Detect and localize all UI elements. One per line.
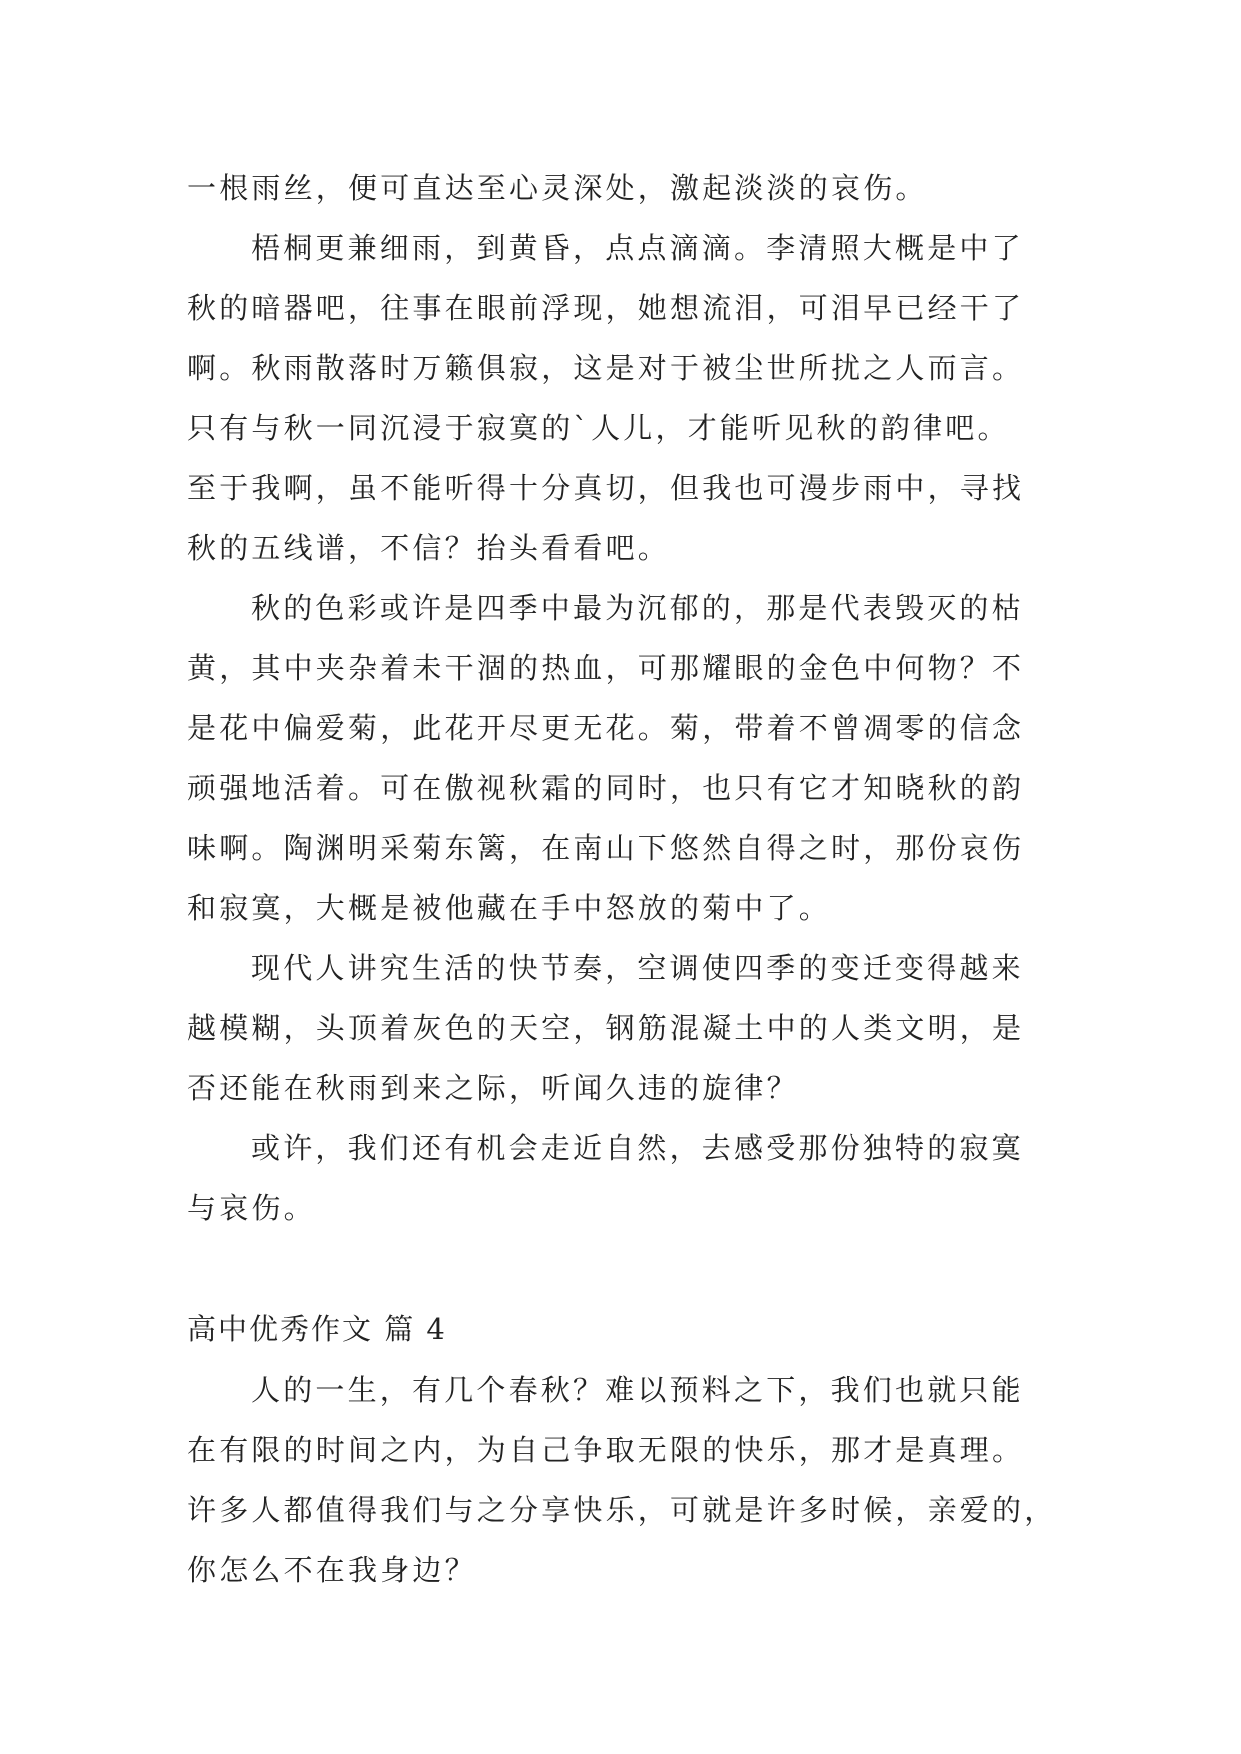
section-spacer [187, 1238, 1067, 1298]
text-line: 和寂寞，大概是被他藏在手中怒放的菊中了。 [187, 891, 832, 925]
text-line: 是花中偏爱菊，此花开尽更无花。菊，带着不曾凋零的信念 [187, 711, 1025, 745]
paragraph [187, 938, 1067, 1118]
text-line: 否还能在秋雨到来之际，听闻久违的旋律？ [187, 1071, 799, 1105]
text-line: 啊。秋雨散落时万籁俱寂，这是对于被尘世所扰之人而言。 [187, 351, 1025, 385]
text-line: 许多人都值得我们与之分享快乐，可就是许多时候，亲爱的， [187, 1493, 1057, 1527]
text-line: 你怎么不在我身边？ [187, 1553, 477, 1587]
text-line: 在有限的时间之内，为自己争取无限的快乐，那才是真理。 [187, 1433, 1025, 1467]
text-line: 秋的五线谱，不信？抬头看看吧。 [187, 531, 671, 565]
paragraph [187, 1118, 1067, 1238]
text-line: 黄，其中夹杂着未干涸的热血，可那耀眼的金色中何物？不 [187, 651, 1025, 685]
text-line: 至于我啊，虽不能听得十分真切，但我也可漫步雨中，寻找 [187, 471, 1025, 505]
text-line: 越模糊，头顶着灰色的天空，钢筋混凝土中的人类文明，是 [187, 1011, 1025, 1045]
text-line: 秋的色彩或许是四季中最为沉郁的，那是代表毁灭的枯 [251, 591, 1024, 625]
text-line: 与哀伤。 [187, 1191, 316, 1225]
text-line: 味啊。陶渊明采菊东篱，在南山下悠然自得之时，那份哀伤 [187, 831, 1025, 865]
text-line: 一根雨丝，便可直达至心灵深处，激起淡淡的哀伤。 [187, 171, 928, 205]
document-page [187, 158, 1067, 1600]
paragraph [187, 578, 1067, 938]
text-line: 顽强地活着。可在傲视秋霜的同时，也只有它才知晓秋的韵 [187, 771, 1025, 805]
section-heading: 高中优秀作文 篇 4 [187, 1312, 447, 1346]
text-line: 人的一生，有几个春秋？难以预料之下，我们也就只能 [251, 1373, 1024, 1407]
paragraph [187, 1360, 1067, 1600]
text-line: 秋的暗器吧，往事在眼前浮现，她想流泪，可泪早已经干了 [187, 291, 1025, 325]
paragraph [187, 218, 1067, 578]
text-line: 现代人讲究生活的快节奏，空调使四季的变迁变得越来 [251, 951, 1024, 985]
text-line: 梧桐更兼细雨，到黄昏，点点滴滴。李清照大概是中了 [251, 231, 1024, 265]
paragraph [187, 158, 1067, 218]
text-line: 只有与秋一同沉浸于寂寞的`人儿，才能听见秋的韵律吧。 [187, 411, 1010, 445]
text-line: 或许，我们还有机会走近自然，去感受那份独特的寂寞 [251, 1131, 1024, 1165]
